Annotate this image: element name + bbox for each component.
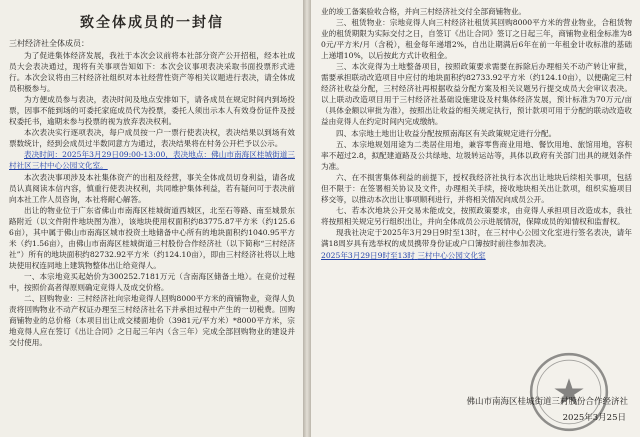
letter-title: 致全体成员的一封信 — [80, 15, 224, 31]
vote-time-highlight: 2025年3月29日9时至13时 — [321, 251, 415, 261]
paragraph-price: 一、本宗地竞买起始价为300252.7181万元（含南海区储备土地）。在竞价过程中，按照价高者得原则确定竞得人及成交价格。 — [9, 271, 295, 292]
paragraph-revenue: 四、本宗地土地出让收益分配按照南海区有关政策规定进行分配。 — [336, 128, 557, 138]
paragraph-authorization: 六、在不损害集体利益的前提下，授权我经济社执行本次出让地块后续相关事项，包括但不限于：在签署相关协议及文件，办理相关手续，接收地块相关出让款项，组织实施项目移交等，以推动本次出让事项顺利进行，并将相关情况向成员公开。 — [321, 172, 632, 204]
letter-page-right — [311, 0, 640, 437]
issuing-organization: 佛山市南海区桂城街道三村股份合作经济社 — [466, 397, 628, 407]
paragraph: 为了促进集体经济发展，我社于本次会议前将本社部分资产公开招租，经本社成员大会表决通过，现将有关事项告知如下：本次会议事项表决采取书面投票形式进行。本次会议将由三村经济社组织对本社经营性资产等相关议题进行表决，请全体成员积极参与。 — [9, 51, 295, 94]
salutation: 三村经济社全体成员： — [9, 39, 89, 48]
paragraph: 本次表决实行逐项表决，每户成员按一户一票行使表决权，表决结果以到场有效票数统计，经到会成员过半数同意方为通过，表决结果将在村务公开栏予以公示。 — [9, 128, 295, 149]
paragraph-fallback: 七、若本次地块公开交易未能成交，按照政策要求，由竞得人承担项目改造成本，我社将按照相关规定另行组织出让，并向全体成员公示进展情况，保障成员的知情权和监督权。 — [321, 205, 632, 226]
paragraph-buyback: 二、回购物业：三村经济社向宗地竞得人回购8000平方米的商铺物业，竞得人负责将回购物业不动产权证办理至三村经济社名下并承担过程中产生的一切税费。回购商铺物业的总价格（本项目出让成交楼面地价（3981元/平方米）*8000平方米，宗地竞得人应在签订《出让合同》之日起三年内（含三年）完成全部回购物业的建设并交付使用。 — [9, 294, 295, 348]
paragraph-vote-time: 表决时间：2025年3月29日09:00-13:00，表决地点：佛山市南海区桂城街道三村社区三村中心公园文化室。 — [9, 150, 295, 171]
issue-date: 2025年3月25日 — [562, 413, 626, 423]
paragraph-redevelopment: 三、本次竞得为土地整备项目，按照政策要求需要在拆除后办理相关不动产转让审批，需要承担联动改造项目中应付的地块面积约82733.92平方米（约124.10亩），以便确定三村经济社收益分配，三村经济社再根据收益分配方案及相关议题另行提交成员大会审议表决。以上联动改造项目用于三村经济社基础设施建设及村集体经济发展，预计标准为70万元/亩（具体金额以审批为准），按照出让收益的相关规定执行，预计款项可用于分配的联动改造收益由竞得人在约定时间内完成缴纳。 — [321, 62, 632, 127]
paragraph-zoning: 五、本宗地规划用途为二类居住用地，兼容零售商业用地、餐饮用地、旅馆用地，容积率不超过2.8，拟配建道路及公共绿地、垃圾转运站等，具体以政府有关部门出具的规划条件为准。 — [321, 139, 632, 171]
paragraph: 本次表决事项涉及本社集体资产的出租及经营，事关全体成员切身利益，请各成员认真阅读本信内容，慎重行使表决权利，共同维护集体利益，若有疑问可于表决前向本社工作人员咨询，本社将耐心解答。 — [9, 172, 295, 204]
paragraph-land-description: 出让的物业位于广东省佛山市南海区桂城街道西城区，北至石等路、南至城景东路附近（以文件附件地块图为准），该地块使用权面积约83775.87平方米（约125.66亩），其中属于佛山市南海区城市投资土地储备中心所有的地块面积约1040.95平方米（约1.56亩），由佛山市南海区桂城街道三村股份合作经济社（以下简称“三村经济社”）所有的地块面积约82732.92平方米（约124.10亩），即由三村经济社将以上地块使用权连同地上建筑物整体出让给竞得人。 — [9, 205, 295, 270]
vote-place-highlight: 三村中心公园文化室 — [417, 251, 486, 261]
paragraph-lease: 三、租赁物业：宗地竞得人向三村经济社租赁其回购8000平方米的营业物业，合租赁物业的租赁期限为实际交付之日，自签订《出让合同》签订之日起三年，商铺物业租金标准为80元/平方米/月（含税），租金每年递增2%，自出让期满后6年在前一年租金计收标准的基础上递增10%，以后按此方式计收租金。 — [321, 18, 632, 61]
paragraph: 业的竣工备案验收合格，并向三村经济社交付全部商铺物业。 — [321, 7, 527, 16]
letter-page-left — [0, 0, 303, 437]
paragraph: 为方便成员参与表决，表决时间及地点安排如下，请各成员在规定时间内到场投票，因事不能到场的可委托家庭成员代为投票，委托人须出示本人有效身份证件及授权委托书，逾期未参与投票的视为放弃表决权利。 — [9, 95, 295, 127]
page-fold — [303, 0, 311, 437]
paragraph-vote-notice: 现我社决定于2025年3月29日9时至13时，在三村中心公园文化室进行签名表决，请年满18周岁具有选举权的成员携带身份证或户口簿按时前往参加表决。 — [321, 227, 632, 248]
